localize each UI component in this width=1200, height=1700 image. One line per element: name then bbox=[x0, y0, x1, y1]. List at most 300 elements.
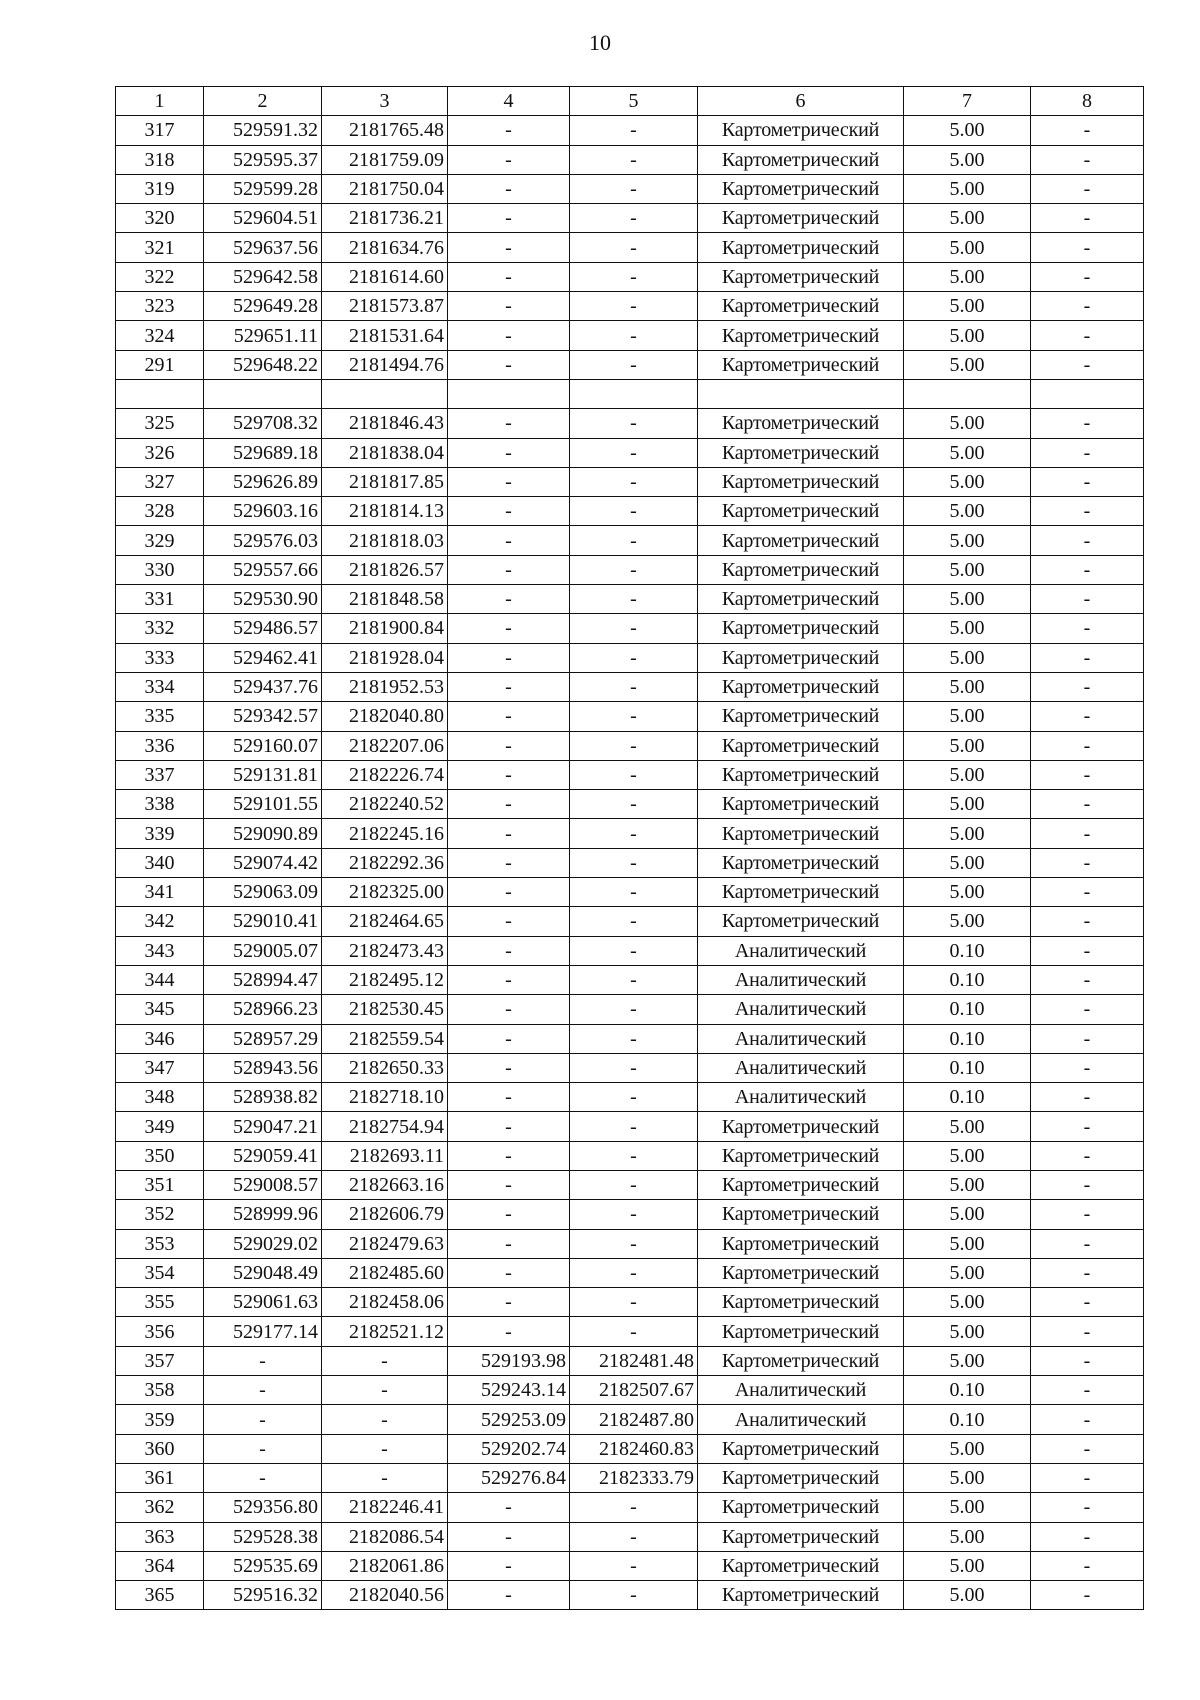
table-cell-col-5: - bbox=[570, 1200, 698, 1229]
table-cell-col-3: 2181531.64 bbox=[322, 321, 448, 350]
table-row bbox=[116, 1170, 1144, 1199]
table-cell-col-8: - bbox=[1031, 174, 1144, 203]
table-row bbox=[116, 819, 1144, 848]
table-cell-col-7: 5.00 bbox=[904, 467, 1031, 496]
table-row bbox=[116, 614, 1144, 643]
table-cell-col-8: - bbox=[1031, 1141, 1144, 1170]
table-cell-col-3: 2182061.86 bbox=[322, 1551, 448, 1580]
table-cell-col-2: 529516.32 bbox=[204, 1581, 322, 1610]
table-cell-col-8: - bbox=[1031, 1229, 1144, 1258]
table-cell-col-5: - bbox=[570, 409, 698, 438]
table-cell-col-8: - bbox=[1031, 262, 1144, 291]
table-cell-col-3: 2181817.85 bbox=[322, 467, 448, 496]
table-cell-col-6: Аналитический bbox=[698, 1376, 904, 1405]
table-cell-col-1: 329 bbox=[116, 526, 204, 555]
table-row bbox=[116, 555, 1144, 584]
table-cell-col-7: 5.00 bbox=[904, 643, 1031, 672]
table-cell-col-8: - bbox=[1031, 1288, 1144, 1317]
table-row bbox=[116, 292, 1144, 321]
table-row bbox=[116, 409, 1144, 438]
table-cell-col-4: - bbox=[448, 760, 570, 789]
table-row bbox=[116, 1434, 1144, 1463]
table-cell-col-3: 2182464.65 bbox=[322, 907, 448, 936]
table-cell-col-7: 5.00 bbox=[904, 907, 1031, 936]
table-cell-col-4: - bbox=[448, 321, 570, 350]
table-cell-col-7: 5.00 bbox=[904, 497, 1031, 526]
table-cell-col-3: 2182530.45 bbox=[322, 995, 448, 1024]
table-row bbox=[116, 467, 1144, 496]
table-row bbox=[116, 145, 1144, 174]
table-cell-col-2: 529535.69 bbox=[204, 1551, 322, 1580]
table-cell-col-5: - bbox=[570, 1258, 698, 1287]
table-cell-col-3: 2182521.12 bbox=[322, 1317, 448, 1346]
table-cell-col-5: - bbox=[570, 936, 698, 965]
table-cell-col-7: 5.00 bbox=[904, 555, 1031, 584]
table-cell-col-3: 2182754.94 bbox=[322, 1112, 448, 1141]
table-cell-col-8: - bbox=[1031, 1317, 1144, 1346]
table-cell-col-2: 529591.32 bbox=[204, 116, 322, 145]
table-cell-col-6: Картометрический bbox=[698, 731, 904, 760]
table-cell-col-2: 529649.28 bbox=[204, 292, 322, 321]
table-cell-col-1: 335 bbox=[116, 702, 204, 731]
table-cell-col-5: - bbox=[570, 819, 698, 848]
table-cell-col-5 bbox=[570, 379, 698, 408]
table-cell-col-8: - bbox=[1031, 672, 1144, 701]
table-cell-col-4: - bbox=[448, 995, 570, 1024]
table-cell-col-8: - bbox=[1031, 1024, 1144, 1053]
table-cell-col-6: Картометрический bbox=[698, 497, 904, 526]
table-cell-col-1: 346 bbox=[116, 1024, 204, 1053]
table-cell-col-4: - bbox=[448, 555, 570, 584]
table-cell-col-7: 5.00 bbox=[904, 1434, 1031, 1463]
column-header-7: 7 bbox=[904, 87, 1031, 116]
table-cell-col-4: - bbox=[448, 1522, 570, 1551]
table-cell-col-4: - bbox=[448, 1317, 570, 1346]
table-cell-col-6: Картометрический bbox=[698, 204, 904, 233]
table-cell-col-2: 529063.09 bbox=[204, 878, 322, 907]
table-cell-col-6: Аналитический bbox=[698, 1083, 904, 1112]
table-cell-col-6: Аналитический bbox=[698, 1024, 904, 1053]
table-row bbox=[116, 1346, 1144, 1375]
table-cell-col-2: 529101.55 bbox=[204, 790, 322, 819]
table-cell-col-1: 355 bbox=[116, 1288, 204, 1317]
table-cell-col-7: 5.00 bbox=[904, 878, 1031, 907]
table-cell-col-7: 0.10 bbox=[904, 965, 1031, 994]
table-cell-col-1: 339 bbox=[116, 819, 204, 848]
table-cell-col-7: 5.00 bbox=[904, 1258, 1031, 1287]
table-cell-col-6: Аналитический bbox=[698, 1405, 904, 1434]
table-cell-col-4: - bbox=[448, 1581, 570, 1610]
table-cell-col-1: 332 bbox=[116, 614, 204, 643]
table-cell-col-1: 358 bbox=[116, 1376, 204, 1405]
table-row bbox=[116, 965, 1144, 994]
table-cell-col-2: 529557.66 bbox=[204, 555, 322, 584]
table-cell-col-3: 2181634.76 bbox=[322, 233, 448, 262]
table-row bbox=[116, 1024, 1144, 1053]
table-cell-col-1: 333 bbox=[116, 643, 204, 672]
table-cell-col-6: Картометрический bbox=[698, 1346, 904, 1375]
table-cell-col-2: 528938.82 bbox=[204, 1083, 322, 1112]
table-cell-col-1: 351 bbox=[116, 1170, 204, 1199]
table-cell-col-8: - bbox=[1031, 965, 1144, 994]
table-cell-col-4: - bbox=[448, 790, 570, 819]
table-row bbox=[116, 1053, 1144, 1082]
table-cell-col-2: 529528.38 bbox=[204, 1522, 322, 1551]
table-cell-col-5: - bbox=[570, 116, 698, 145]
table-cell-col-2: 529530.90 bbox=[204, 585, 322, 614]
table-row bbox=[116, 790, 1144, 819]
table-cell-col-1: 320 bbox=[116, 204, 204, 233]
table-cell-col-5: 2182507.67 bbox=[570, 1376, 698, 1405]
table-cell-col-1: 325 bbox=[116, 409, 204, 438]
table-cell-col-2: 529648.22 bbox=[204, 350, 322, 379]
table-cell-col-8: - bbox=[1031, 204, 1144, 233]
table-cell-col-1: 359 bbox=[116, 1405, 204, 1434]
table-cell-col-6: Картометрический bbox=[698, 1463, 904, 1492]
table-cell-col-6: Картометрический bbox=[698, 1493, 904, 1522]
table-cell-col-5: - bbox=[570, 145, 698, 174]
table-cell-col-7: 0.10 bbox=[904, 995, 1031, 1024]
table-header-row bbox=[116, 87, 1144, 116]
table-cell-col-4: - bbox=[448, 1053, 570, 1082]
table-cell-col-6: Картометрический bbox=[698, 672, 904, 701]
table-cell-col-2: 529626.89 bbox=[204, 467, 322, 496]
table-cell-col-2: 529595.37 bbox=[204, 145, 322, 174]
table-cell-col-4 bbox=[448, 379, 570, 408]
table-cell-col-5: - bbox=[570, 350, 698, 379]
table-cell-col-8: - bbox=[1031, 643, 1144, 672]
table-cell-col-6: Картометрический bbox=[698, 1200, 904, 1229]
table-cell-col-7: 5.00 bbox=[904, 1288, 1031, 1317]
table-cell-col-3: - bbox=[322, 1463, 448, 1492]
table-cell-col-2: 529651.11 bbox=[204, 321, 322, 350]
table-cell-col-7: 5.00 bbox=[904, 1229, 1031, 1258]
table-row bbox=[116, 585, 1144, 614]
table-cell-col-8: - bbox=[1031, 555, 1144, 584]
table-cell-col-8: - bbox=[1031, 819, 1144, 848]
table-cell-col-2: 529061.63 bbox=[204, 1288, 322, 1317]
table-cell-col-3: 2181814.13 bbox=[322, 497, 448, 526]
table-cell-col-4: - bbox=[448, 292, 570, 321]
table-cell-col-1: 317 bbox=[116, 116, 204, 145]
table-cell-col-7: 0.10 bbox=[904, 936, 1031, 965]
table-cell-col-4: - bbox=[448, 467, 570, 496]
table-cell-col-5: - bbox=[570, 614, 698, 643]
table-cell-col-3: 2181928.04 bbox=[322, 643, 448, 672]
table-cell-col-1: 345 bbox=[116, 995, 204, 1024]
table-cell-col-5: - bbox=[570, 702, 698, 731]
table-row bbox=[116, 936, 1144, 965]
table-row bbox=[116, 1581, 1144, 1610]
table-cell-col-5: - bbox=[570, 1229, 698, 1258]
table-cell-col-4: - bbox=[448, 585, 570, 614]
table-cell-col-2: 529642.58 bbox=[204, 262, 322, 291]
table-row bbox=[116, 1522, 1144, 1551]
table-cell-col-1: 336 bbox=[116, 731, 204, 760]
table-cell-col-2: 528943.56 bbox=[204, 1053, 322, 1082]
table-cell-col-7: 5.00 bbox=[904, 204, 1031, 233]
table-row bbox=[116, 702, 1144, 731]
table-cell-col-7: 5.00 bbox=[904, 350, 1031, 379]
table-cell-col-6: Картометрический bbox=[698, 819, 904, 848]
table-cell-col-8: - bbox=[1031, 1053, 1144, 1082]
table-cell-col-5: - bbox=[570, 760, 698, 789]
table-cell-col-5: - bbox=[570, 555, 698, 584]
table-cell-col-4: - bbox=[448, 878, 570, 907]
table-cell-col-4: - bbox=[448, 614, 570, 643]
table-cell-col-3: 2182718.10 bbox=[322, 1083, 448, 1112]
table-cell-col-6: Картометрический bbox=[698, 321, 904, 350]
table-cell-col-4: - bbox=[448, 643, 570, 672]
table-cell-col-6: Аналитический bbox=[698, 1053, 904, 1082]
table-cell-col-7: 5.00 bbox=[904, 1346, 1031, 1375]
table-cell-col-2: 529437.76 bbox=[204, 672, 322, 701]
table-cell-col-8: - bbox=[1031, 702, 1144, 731]
table-cell-col-3: 2182663.16 bbox=[322, 1170, 448, 1199]
table-cell-col-2: 529131.81 bbox=[204, 760, 322, 789]
table-cell-col-3: 2182606.79 bbox=[322, 1200, 448, 1229]
table-cell-col-2: 529047.21 bbox=[204, 1112, 322, 1141]
table-cell-col-6: Аналитический bbox=[698, 965, 904, 994]
table-row bbox=[116, 1141, 1144, 1170]
table-cell-col-4: - bbox=[448, 1170, 570, 1199]
table-cell-col-6: Картометрический bbox=[698, 233, 904, 262]
table-cell-col-8: - bbox=[1031, 614, 1144, 643]
table-cell-col-1: 357 bbox=[116, 1346, 204, 1375]
table-cell-col-5: - bbox=[570, 672, 698, 701]
table-cell-col-7: 5.00 bbox=[904, 702, 1031, 731]
table-cell-col-8: - bbox=[1031, 760, 1144, 789]
table-cell-col-2: 529576.03 bbox=[204, 526, 322, 555]
table-cell-col-3: 2181952.53 bbox=[322, 672, 448, 701]
table-cell-col-5: - bbox=[570, 790, 698, 819]
table-cell-col-7: 5.00 bbox=[904, 292, 1031, 321]
table-cell-col-4: - bbox=[448, 1112, 570, 1141]
table-cell-col-5: - bbox=[570, 262, 698, 291]
table-cell-col-3: 2182458.06 bbox=[322, 1288, 448, 1317]
table-cell-col-4: - bbox=[448, 1200, 570, 1229]
table-cell-col-5: 2182481.48 bbox=[570, 1346, 698, 1375]
table-cell-col-2: 529637.56 bbox=[204, 233, 322, 262]
table-cell-col-2: 528999.96 bbox=[204, 1200, 322, 1229]
table-row bbox=[116, 643, 1144, 672]
table-cell-col-2: 529010.41 bbox=[204, 907, 322, 936]
table-row bbox=[116, 907, 1144, 936]
table-cell-col-7: 0.10 bbox=[904, 1376, 1031, 1405]
coordinates-table bbox=[115, 86, 1144, 1610]
table-cell-col-4: - bbox=[448, 497, 570, 526]
table-cell-col-6: Картометрический bbox=[698, 1551, 904, 1580]
table-row bbox=[116, 1258, 1144, 1287]
table-cell-col-6: Картометрический bbox=[698, 643, 904, 672]
table-cell-col-3: 2181818.03 bbox=[322, 526, 448, 555]
table-cell-col-8: - bbox=[1031, 497, 1144, 526]
table-cell-col-6: Картометрический bbox=[698, 467, 904, 496]
table-cell-col-2: - bbox=[204, 1463, 322, 1492]
table-cell-col-5: 2182333.79 bbox=[570, 1463, 698, 1492]
table-cell-col-7: 5.00 bbox=[904, 1522, 1031, 1551]
page-number: 10 bbox=[589, 30, 611, 55]
table-cell-col-6: Картометрический bbox=[698, 585, 904, 614]
table-cell-col-6: Картометрический bbox=[698, 760, 904, 789]
table-cell-col-7: 5.00 bbox=[904, 731, 1031, 760]
table-cell-col-4: - bbox=[448, 204, 570, 233]
table-row bbox=[116, 731, 1144, 760]
table-cell-col-5: - bbox=[570, 438, 698, 467]
table-cell-col-6: Картометрический bbox=[698, 174, 904, 203]
table-cell-col-3: 2181848.58 bbox=[322, 585, 448, 614]
table-cell-col-5: - bbox=[570, 965, 698, 994]
table-row bbox=[116, 1288, 1144, 1317]
column-header-1: 1 bbox=[116, 87, 204, 116]
table-cell-col-8: - bbox=[1031, 1346, 1144, 1375]
table-cell-col-4: - bbox=[448, 731, 570, 760]
table-cell-col-1: 319 bbox=[116, 174, 204, 203]
table-cell-col-5: - bbox=[570, 1522, 698, 1551]
table-cell-col-2: 529029.02 bbox=[204, 1229, 322, 1258]
table-cell-col-2: 528994.47 bbox=[204, 965, 322, 994]
table-cell-col-7: 5.00 bbox=[904, 1200, 1031, 1229]
table-cell-col-3: 2182040.80 bbox=[322, 702, 448, 731]
table-cell-col-7: 0.10 bbox=[904, 1024, 1031, 1053]
table-cell-col-2: - bbox=[204, 1434, 322, 1463]
table-cell-col-2 bbox=[204, 379, 322, 408]
table-cell-col-5: - bbox=[570, 292, 698, 321]
table-cell-col-3: 2182485.60 bbox=[322, 1258, 448, 1287]
table-cell-col-3: 2182325.00 bbox=[322, 878, 448, 907]
table-cell-col-8: - bbox=[1031, 1522, 1144, 1551]
table-cell-col-1: 344 bbox=[116, 965, 204, 994]
table-cell-col-4: 529276.84 bbox=[448, 1463, 570, 1492]
table-cell-col-3: 2181494.76 bbox=[322, 350, 448, 379]
table-cell-col-6: Картометрический bbox=[698, 1229, 904, 1258]
table-cell-col-8: - bbox=[1031, 1463, 1144, 1492]
table-cell-col-7: 5.00 bbox=[904, 1112, 1031, 1141]
table-cell-col-1 bbox=[116, 379, 204, 408]
table-cell-col-2: 529048.49 bbox=[204, 1258, 322, 1287]
table-cell-col-1: 347 bbox=[116, 1053, 204, 1082]
table-cell-col-4: - bbox=[448, 1551, 570, 1580]
table-cell-col-8: - bbox=[1031, 1170, 1144, 1199]
table-cell-col-5: - bbox=[570, 497, 698, 526]
table-cell-col-1: 338 bbox=[116, 790, 204, 819]
table-cell-col-4: - bbox=[448, 438, 570, 467]
table-cell-col-4: - bbox=[448, 526, 570, 555]
table-cell-col-6: Картометрический bbox=[698, 526, 904, 555]
table-row bbox=[116, 350, 1144, 379]
table-cell-col-7: 5.00 bbox=[904, 1317, 1031, 1346]
table-cell-col-2: 529177.14 bbox=[204, 1317, 322, 1346]
table-cell-col-8: - bbox=[1031, 1258, 1144, 1287]
table-cell-col-2: 529342.57 bbox=[204, 702, 322, 731]
table-cell-col-3: 2182650.33 bbox=[322, 1053, 448, 1082]
table-row bbox=[116, 116, 1144, 145]
table-cell-col-4: 529202.74 bbox=[448, 1434, 570, 1463]
table-cell-col-2: 529005.07 bbox=[204, 936, 322, 965]
table-cell-col-3: 2181736.21 bbox=[322, 204, 448, 233]
table-cell-col-3: 2182693.11 bbox=[322, 1141, 448, 1170]
table-cell-col-7: 5.00 bbox=[904, 116, 1031, 145]
table-cell-col-5: - bbox=[570, 643, 698, 672]
table-cell-col-6: Картометрический bbox=[698, 878, 904, 907]
table-cell-col-3: 2181759.09 bbox=[322, 145, 448, 174]
table-cell-col-1: 330 bbox=[116, 555, 204, 584]
table-cell-col-6: Картометрический bbox=[698, 1112, 904, 1141]
table-cell-col-8: - bbox=[1031, 907, 1144, 936]
table-cell-col-1: 337 bbox=[116, 760, 204, 789]
table-cell-col-8: - bbox=[1031, 1376, 1144, 1405]
table-cell-col-2: 528966.23 bbox=[204, 995, 322, 1024]
table-cell-col-4: - bbox=[448, 965, 570, 994]
table-cell-col-6: Картометрический bbox=[698, 1141, 904, 1170]
table-cell-col-4: - bbox=[448, 1141, 570, 1170]
table-cell-col-5: - bbox=[570, 1581, 698, 1610]
table-cell-col-7: 5.00 bbox=[904, 1170, 1031, 1199]
table-cell-col-8: - bbox=[1031, 1200, 1144, 1229]
table-cell-col-2: 529059.41 bbox=[204, 1141, 322, 1170]
table-cell-col-7: 0.10 bbox=[904, 1405, 1031, 1434]
column-header-2: 2 bbox=[204, 87, 322, 116]
table-cell-col-5: 2182487.80 bbox=[570, 1405, 698, 1434]
table-cell-col-6: Картометрический bbox=[698, 145, 904, 174]
table-cell-col-3: 2182086.54 bbox=[322, 1522, 448, 1551]
table-cell-col-4: - bbox=[448, 174, 570, 203]
table-cell-col-6: Картометрический bbox=[698, 1434, 904, 1463]
table-cell-col-2: 528957.29 bbox=[204, 1024, 322, 1053]
table-cell-col-5: - bbox=[570, 1112, 698, 1141]
table-cell-col-4: - bbox=[448, 145, 570, 174]
table-cell-col-1: 354 bbox=[116, 1258, 204, 1287]
table-cell-col-3: 2181846.43 bbox=[322, 409, 448, 438]
table-cell-col-7: 5.00 bbox=[904, 174, 1031, 203]
table-cell-col-1: 356 bbox=[116, 1317, 204, 1346]
table-cell-col-4: - bbox=[448, 936, 570, 965]
table-cell-col-6: Картометрический bbox=[698, 262, 904, 291]
table-cell-col-1: 360 bbox=[116, 1434, 204, 1463]
table-cell-col-1: 340 bbox=[116, 848, 204, 877]
table-cell-col-6: Картометрический bbox=[698, 1258, 904, 1287]
table-row bbox=[116, 1493, 1144, 1522]
table-cell-col-4: - bbox=[448, 1229, 570, 1258]
table-row bbox=[116, 379, 1144, 408]
table-cell-col-2: - bbox=[204, 1346, 322, 1375]
table-cell-col-3: - bbox=[322, 1376, 448, 1405]
table-cell-col-2: - bbox=[204, 1405, 322, 1434]
table-cell-col-4: - bbox=[448, 1493, 570, 1522]
table-cell-col-8: - bbox=[1031, 292, 1144, 321]
column-header-3: 3 bbox=[322, 87, 448, 116]
table-row bbox=[116, 526, 1144, 555]
table-row bbox=[116, 1463, 1144, 1492]
table-row bbox=[116, 1376, 1144, 1405]
table-cell-col-4: - bbox=[448, 350, 570, 379]
table-cell-col-4: 529243.14 bbox=[448, 1376, 570, 1405]
table-cell-col-3: 2182473.43 bbox=[322, 936, 448, 965]
table-row bbox=[116, 321, 1144, 350]
table-cell-col-8: - bbox=[1031, 1551, 1144, 1580]
table-cell-col-3: 2182207.06 bbox=[322, 731, 448, 760]
table-cell-col-7: 5.00 bbox=[904, 819, 1031, 848]
table-cell-col-8: - bbox=[1031, 409, 1144, 438]
table-cell-col-2: 529604.51 bbox=[204, 204, 322, 233]
table-cell-col-4: - bbox=[448, 262, 570, 291]
table-cell-col-8: - bbox=[1031, 233, 1144, 262]
table-cell-col-5: - bbox=[570, 585, 698, 614]
table-cell-col-4: - bbox=[448, 1083, 570, 1112]
table-cell-col-7: 5.00 bbox=[904, 526, 1031, 555]
table-cell-col-3: 2182240.52 bbox=[322, 790, 448, 819]
table-cell-col-8: - bbox=[1031, 878, 1144, 907]
